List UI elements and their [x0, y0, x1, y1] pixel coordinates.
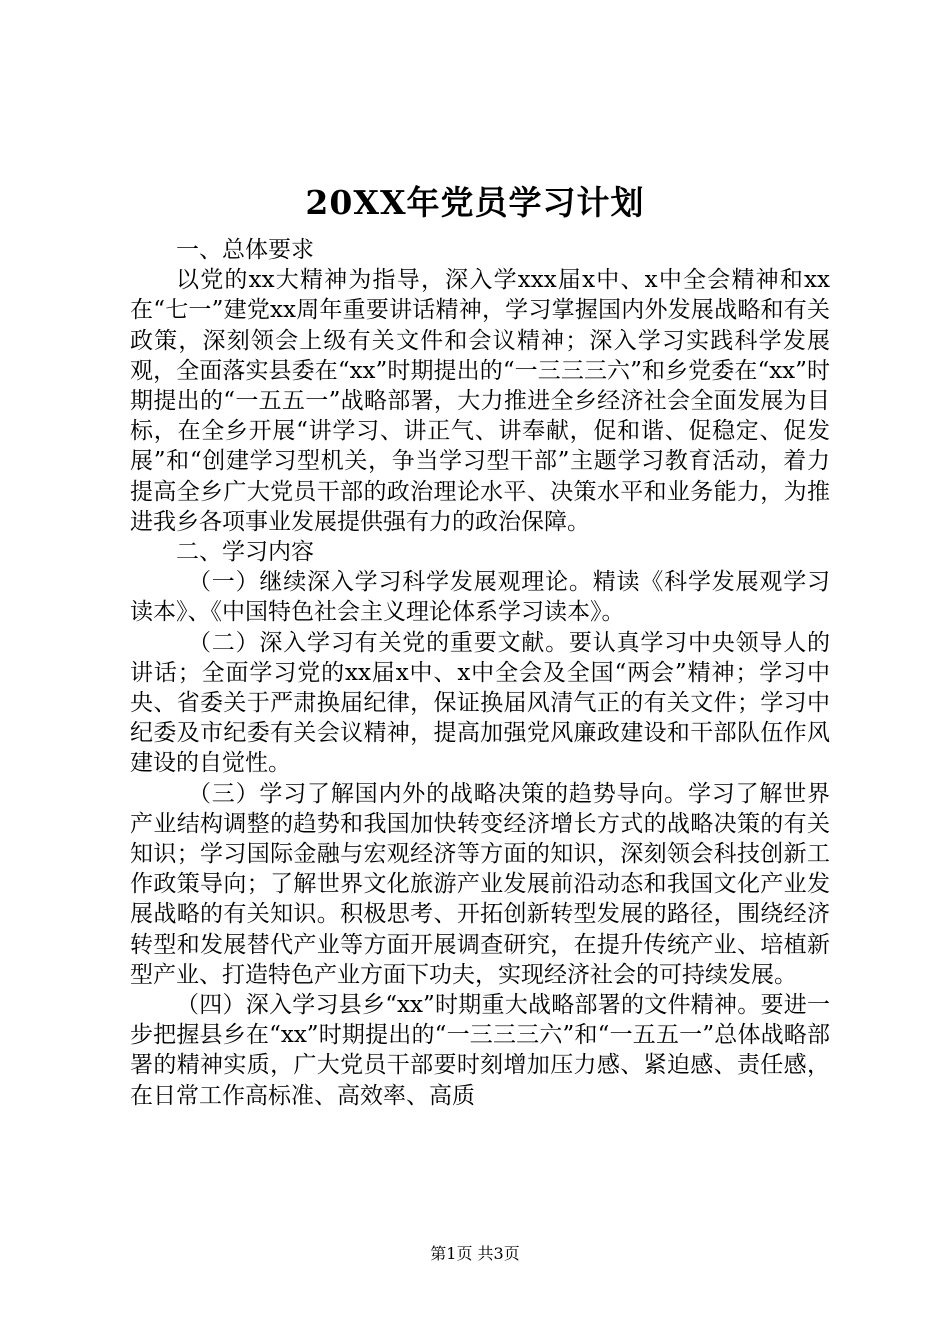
paragraph-item-2: （二）深入学习有关党的重要文献。要认真学习中央领导人的讲话；全面学习党的xx届x中、x中全会及全国“两会”精神；学习中央、省委关于严肃换届纪律，保证换届风清气正的有关文件；学习中纪委及市纪委有关会议精神，提高加强党风廉政建设和干部队伍作风建设的自觉性。 [130, 629, 830, 777]
section-heading-study-content: 二、学习内容 [176, 539, 314, 566]
document-title: 20XX年党员学习计划 [305, 183, 645, 222]
page-number-footer: 第1页 共3页 [430, 1244, 520, 1263]
paragraph-general-requirements: 以党的xx大精神为指导，深入学xxx届x中、x中全会精神和xx在“七一”建党xx周年重要讲话精神，学习掌握国内外发展战略和有关政策，深刻领会上级有关文件和会议精神；深入学习实践科学发展观，全面落实县委在“xx”时期提出的“一三三三六”和乡党委在“xx”时期提出的“一五五一”战略部署，大力推进全乡经济社会全面发展为目标，在全乡开展“讲学习、讲正气、讲奉献，促和谐、促稳定、促发展”和“创建学习型机关，争当学习型干部”主题学习教育活动，着力提高全乡广大党员干部的政治理论水平、决策水平和业务能力，为推进我乡各项事业发展提供强有力的政治保障。 [130, 267, 830, 535]
document-body [130, 235, 830, 1111]
section-heading-general-requirements: 一、总体要求 [176, 237, 314, 263]
paragraph-item-1: （一）继续深入学习科学发展观理论。精读《科学发展观学习读本》、《中国特色社会主义理论体系学习读本》。 [130, 569, 830, 626]
paragraph-item-4: （四）深入学习县乡“xx”时期重大战略部署的文件精神。要进一步把握县乡在“xx”时期提出的“一三三三六”和“一五五一”总体战略部署的精神实质，广大党员干部要时刻增加压力感、紧迫感、责任感，在日常工作高标准、高效率、高质 [130, 992, 830, 1109]
paragraph-item-3: （三）学习了解国内外的战略决策的趋势导向。学习了解世界产业结构调整的趋势和我国加快转变经济增长方式的战略决策的有关知识；学习国际金融与宏观经济等方面的知识，深刻领会科技创新工作政策导向；了解世界文化旅游产业发展前沿动态和我国文化产业发展战略的有关知识。积极思考、开拓创新转型发展的路径，围绕经济转型和发展替代产业等方面开展调查研究，在提升传统产业、培植新型产业、打造特色产业方面下功夫，实现经济社会的可持续发展。 [130, 780, 830, 988]
